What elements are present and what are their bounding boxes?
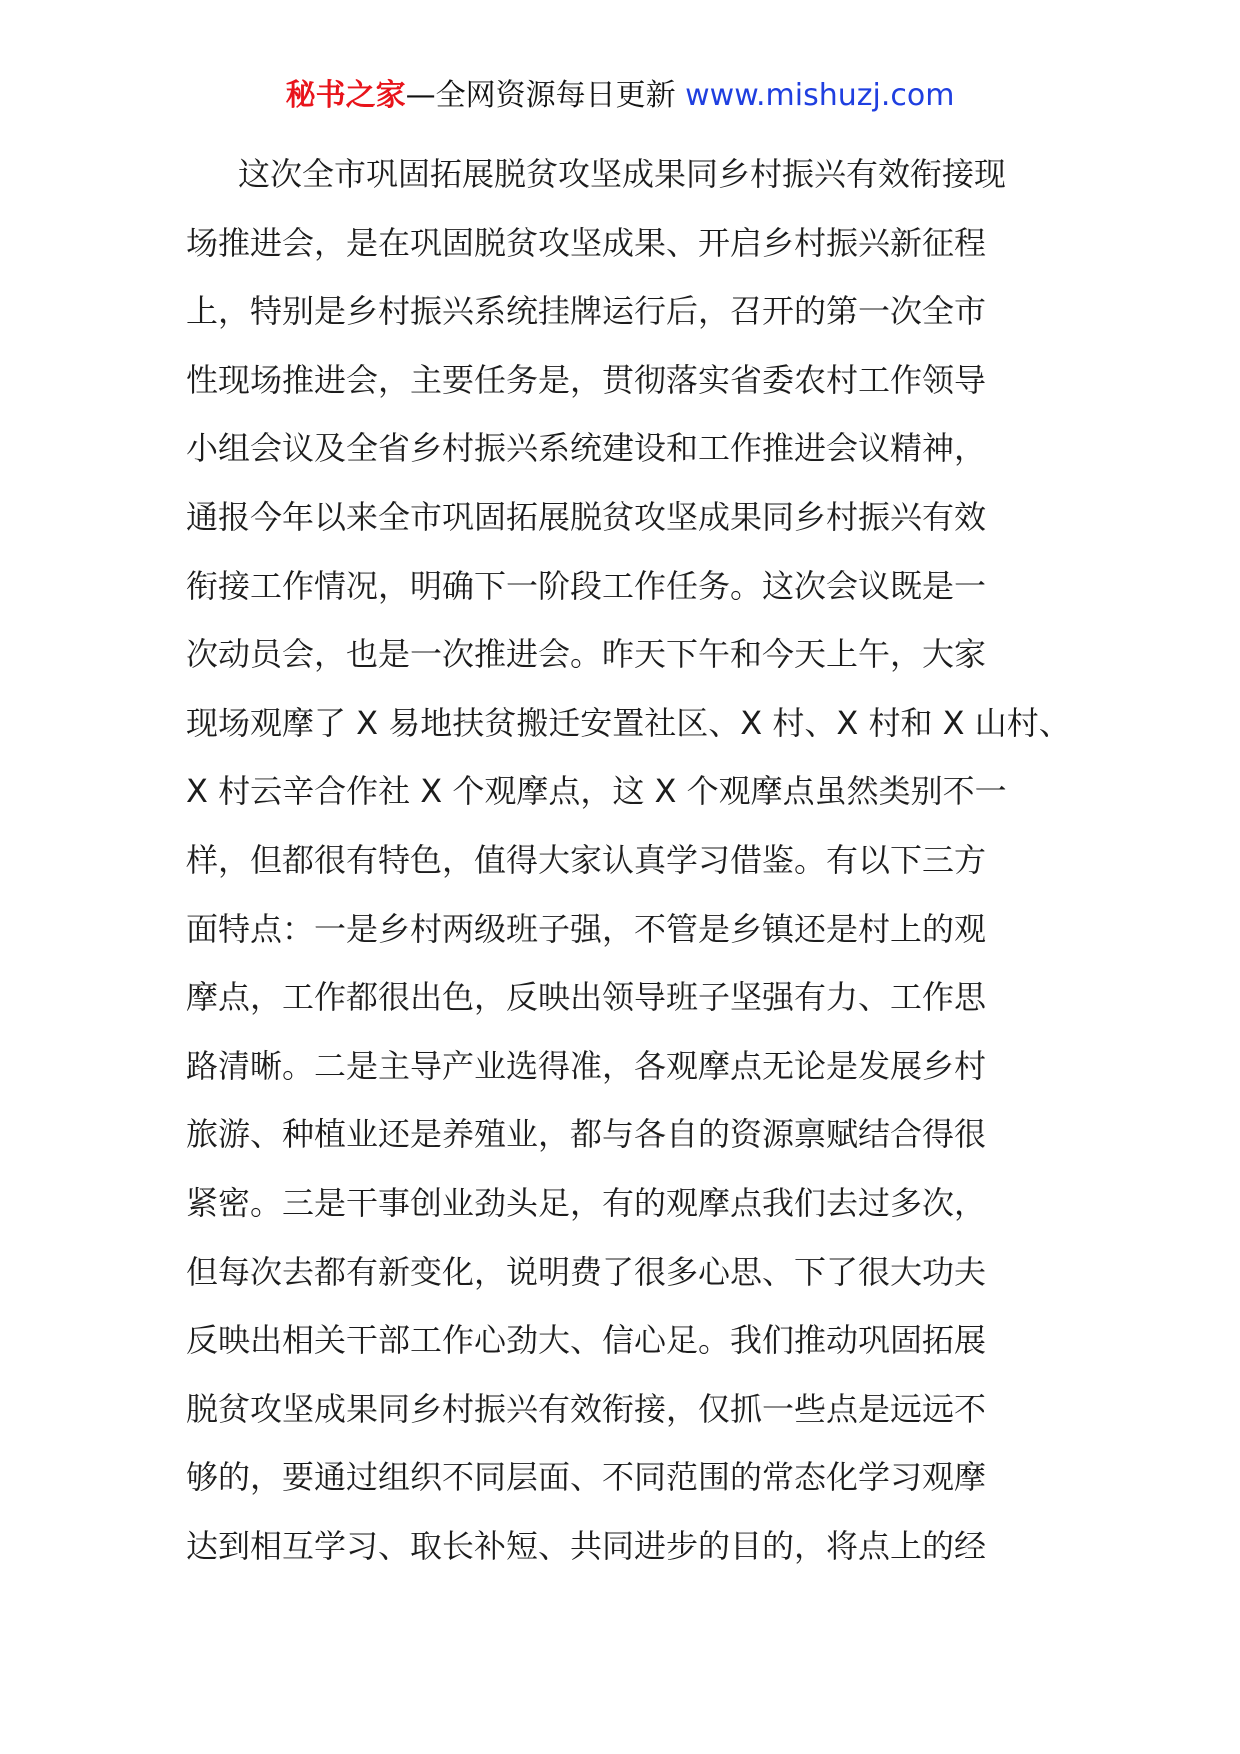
site-tagline: —全网资源每日更新 — [405, 78, 676, 113]
paragraph-line: X 村云辛合作社 X 个观摩点，这 X 个观摩点虽然类别不一 — [186, 772, 1007, 811]
paragraph-line: 次动员会，也是一次推进会。昨天下午和今天上午，大家 — [186, 635, 987, 674]
paragraph-line: 路清晰。二是主导产业选得准，各观摩点无论是发展乡村 — [186, 1046, 987, 1085]
paragraph-line: 反映出相关干部工作心劲大、信心足。我们推动巩固拓展 — [186, 1321, 987, 1360]
paragraph-line: 这次全市巩固拓展脱贫攻坚成果同乡村振兴有效衔接现 — [238, 155, 1007, 193]
paragraph-line: 性现场推进会，主要任务是，贯彻落实省委农村工作领导 — [186, 360, 987, 399]
paragraph-line: 脱贫攻坚成果同乡村振兴有效衔接，仅抓一些点是远远不 — [186, 1389, 987, 1428]
paragraph-line: 上，特别是乡村振兴系统挂牌运行后，召开的第一次全市 — [186, 292, 987, 331]
page-header — [0, 76, 1240, 116]
paragraph-line: 紧密。三是干事创业劲头足，有的观摩点我们去过多次， — [186, 1183, 987, 1222]
paragraph-line: 衔接工作情况，明确下一阶段工作任务。这次会议既是一 — [186, 566, 987, 605]
paragraph-line: 够的，要通过组织不同层面、不同范围的常态化学习观摩 — [186, 1458, 987, 1497]
paragraph-line: 通报今年以来全市巩固拓展脱贫攻坚成果同乡村振兴有效 — [186, 497, 987, 536]
paragraph-line: 小组会议及全省乡村振兴系统建设和工作推进会议精神， — [186, 429, 987, 468]
paragraph-line: 旅游、种植业还是养殖业，都与各自的资源禀赋结合得很 — [186, 1115, 987, 1154]
paragraph-line: 现场观摩了 X 易地扶贫搬迁安置社区、X 村、X 村和 X 山村、 — [186, 703, 1071, 742]
site-url-link[interactable]: www.mishuzj.com — [685, 78, 955, 113]
site-brand: 秘书之家 — [285, 78, 406, 113]
paragraph-line: 场推进会，是在巩固脱贫攻坚成果、开启乡村振兴新征程 — [186, 223, 987, 262]
paragraph-line: 达到相互学习、取长补短、共同进步的目的，将点上的经 — [186, 1526, 987, 1565]
paragraph-line: 样，但都很有特色，值得大家认真学习借鉴。有以下三方 — [186, 840, 987, 879]
document-body — [186, 140, 1086, 1580]
paragraph-line: 但每次去都有新变化，说明费了很多心思、下了很大功夫 — [186, 1252, 987, 1291]
paragraph-line: 面特点：一是乡村两级班子强，不管是乡镇还是村上的观 — [186, 909, 987, 948]
paragraph-line: 摩点，工作都很出色，反映出领导班子坚强有力、工作思 — [186, 978, 987, 1017]
